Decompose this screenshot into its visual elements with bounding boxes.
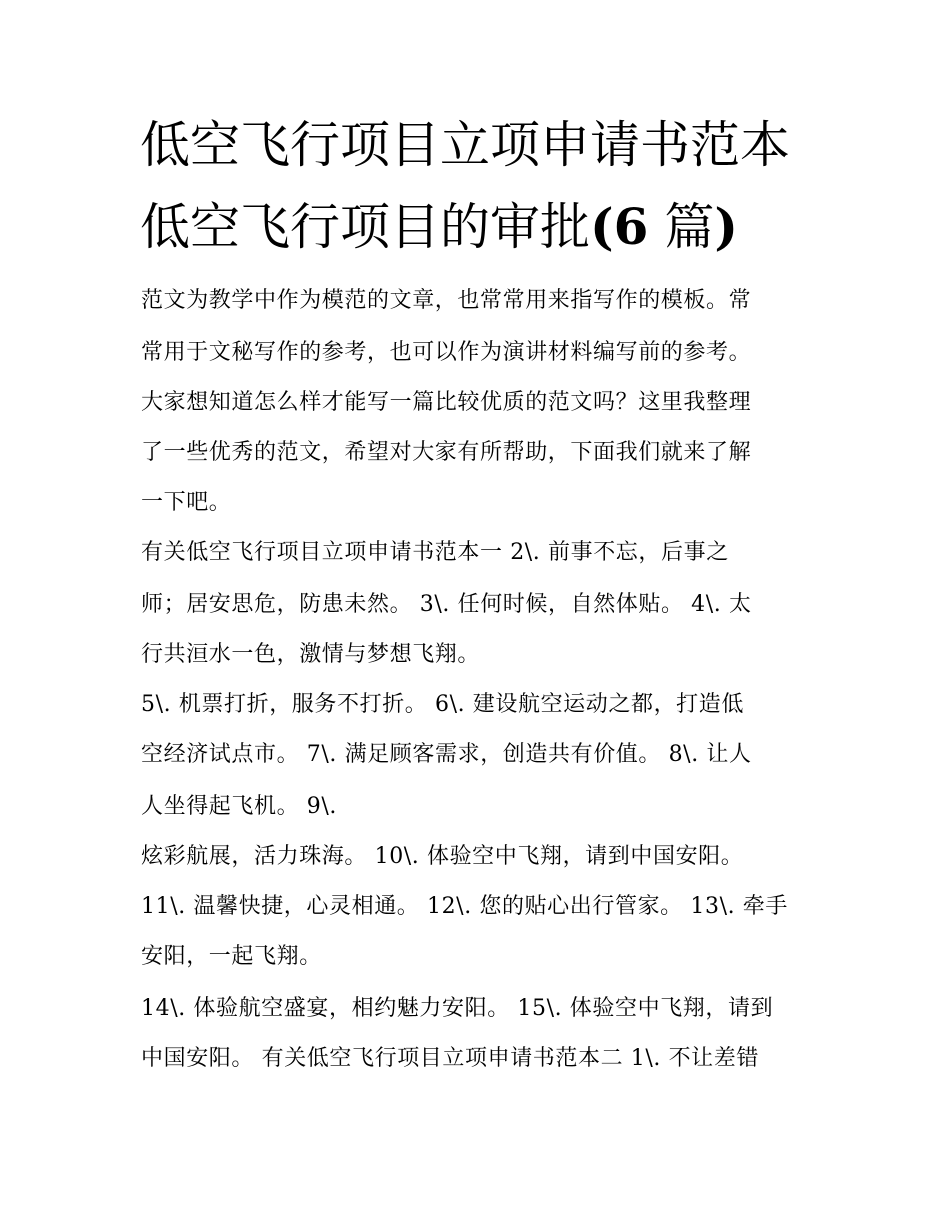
document-title-line-1: 低空飞行项目立项申请书范本 xyxy=(140,116,790,174)
body-line-7: 师；居安思危，防患未然。 3\. 任何时候，自然体贴。 4\. 太 xyxy=(141,592,752,617)
body-line-12: 炫彩航展，活力珠海。 10\. 体验空中飞翔，请到中国安阳。 xyxy=(141,844,744,869)
body-line-2: 常用于文秘写作的参考，也可以作为演讲材料编写前的参考。 xyxy=(141,340,752,365)
body-line-3: 大家想知道怎么样才能写一篇比较优质的范文吗？这里我整理 xyxy=(141,390,752,415)
body-line-13: 11\. 温馨快捷，心灵相通。 12\. 您的贴心出行管家。 13\. 牵手 xyxy=(141,894,788,919)
body-line-14: 安阳，一起飞翔。 xyxy=(141,944,322,969)
body-line-9: 5\. 机票打折，服务不打折。 6\. 建设航空运动之都，打造低 xyxy=(141,692,744,717)
body-line-5: 一下吧。 xyxy=(141,490,232,515)
title-line-2-text: 低空飞行项目的审批 xyxy=(140,198,590,256)
title-count-unit: 篇 xyxy=(648,198,715,256)
body-line-4: 了一些优秀的范文，希望对大家有所帮助，下面我们就来了解 xyxy=(141,440,752,465)
body-line-16: 中国安阳。 有关低空飞行项目立项申请书范本二 1\. 不让差错 xyxy=(141,1046,759,1071)
document-title-line-2 xyxy=(140,195,840,259)
body-line-10: 空经济试点市。 7\. 满足顾客需求，创造共有价值。 8\. 让人 xyxy=(141,742,752,767)
body-line-15: 14\. 体验航空盛宴，相约魅力安阳。 15\. 体验空中飞翔，请到 xyxy=(141,996,774,1021)
body-line-11: 人坐得起飞机。 9\. xyxy=(141,794,337,819)
body-line-8: 行共洹水一色，激情与梦想飞翔。 xyxy=(141,642,481,667)
title-count-close: ) xyxy=(714,197,739,256)
body-line-6: 有关低空飞行项目立项申请书范本一 2\. 前事不忘，后事之 xyxy=(141,540,729,565)
title-count-open: (6 xyxy=(590,197,649,256)
body-line-1: 范文为教学中作为模范的文章，也常常用来指写作的模板。常 xyxy=(141,288,752,313)
